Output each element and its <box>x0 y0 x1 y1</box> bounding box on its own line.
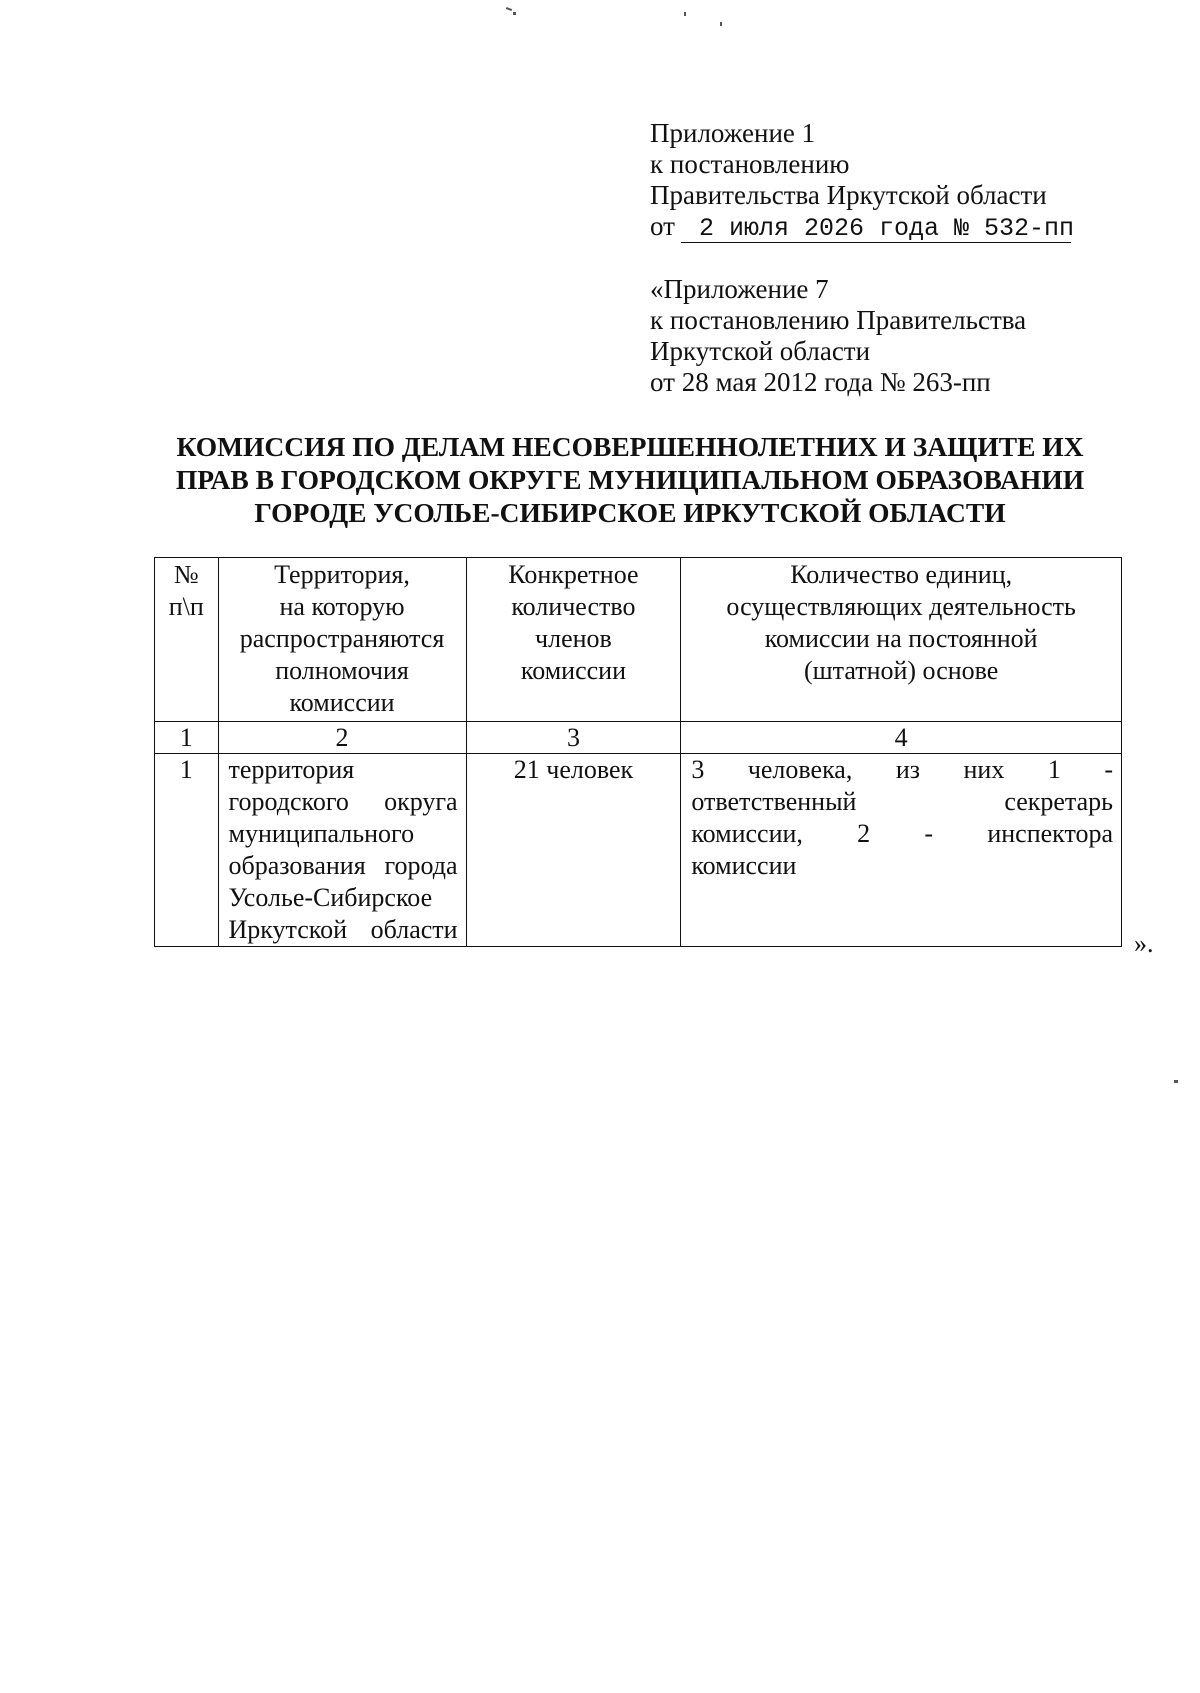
header-cell-staff <box>681 558 1122 722</box>
territory-line: территория <box>228 755 355 784</box>
table-row <box>155 754 1122 947</box>
territory-line: муниципального <box>228 819 415 848</box>
header-cell-territory <box>218 558 466 722</box>
title-line: ПРАВ В ГОРОДСКОМ ОКРУГЕ МУНИЦИПАЛЬНОМ ОБРАЗОВАНИИ <box>175 464 1085 495</box>
header-line: комиссии <box>289 688 395 717</box>
column-number: 3 <box>466 722 681 754</box>
column-number: 2 <box>218 722 466 754</box>
appendix-header <box>650 118 1075 243</box>
title-line: ГОРОДЕ УСОЛЬЕ-СИБИРСКОЕ ИРКУТСКОЙ ОБЛАСТИ <box>254 497 1006 528</box>
row-members: 21 человек <box>466 754 681 947</box>
scan-speck <box>720 22 722 26</box>
row-staff <box>681 754 1122 947</box>
appendix-date-line <box>650 211 1075 243</box>
commission-table <box>154 557 1122 947</box>
header-line: № <box>173 560 199 589</box>
staff-line: 3 человека, из них 1 - <box>691 755 1113 784</box>
territory-line: городского округа <box>228 787 458 816</box>
date-prefix: от <box>650 211 675 241</box>
row-number: 1 <box>155 754 219 947</box>
table-header-row <box>155 558 1122 722</box>
appendix-prev-line: Иркутской области <box>650 336 871 366</box>
header-line: комиссии на постоянной <box>764 624 1038 653</box>
column-number: 1 <box>155 722 219 754</box>
header-line: количество <box>511 592 636 621</box>
column-number: 4 <box>681 722 1122 754</box>
header-line: Количество единиц, <box>790 560 1013 589</box>
staff-line-spacer <box>691 882 1113 914</box>
territory-line: Усолье-Сибирское <box>228 883 433 912</box>
header-line: членов <box>535 624 612 653</box>
staff-line: комиссии <box>691 851 797 880</box>
appendix-line: к постановлению <box>650 149 850 179</box>
header-line: на которую <box>279 592 405 621</box>
header-line: осуществляющих деятельность <box>726 592 1076 621</box>
scan-speck <box>1174 1080 1178 1083</box>
scan-speck <box>684 12 686 16</box>
header-cell-members <box>466 558 681 722</box>
scan-speck <box>506 7 512 11</box>
header-line: распространяются <box>239 624 445 653</box>
appendix-prev-header <box>650 274 1026 398</box>
table-column-numbers-row <box>155 722 1122 754</box>
appendix-prev-line: «Приложение 7 <box>650 274 829 304</box>
scan-speck <box>513 12 516 15</box>
staff-line: ответственный секретарь <box>691 787 1113 816</box>
title-line: КОМИССИЯ ПО ДЕЛАМ НЕСОВЕРШЕННОЛЕТНИХ И ЗАЩИТЕ ИХ <box>176 431 1084 462</box>
header-line: полномочия <box>275 656 409 685</box>
header-cell-number <box>155 558 219 722</box>
appendix-prev-line: к постановлению Правительства <box>650 305 1027 335</box>
header-line: Территория, <box>274 560 410 589</box>
date-value: 2 июля 2026 года № 532-пп <box>681 216 1071 243</box>
row-territory <box>218 754 466 947</box>
staff-line: комиссии, 2 - инспектора <box>691 819 1113 848</box>
territory-line: образования города <box>228 851 458 880</box>
header-line: комиссии <box>520 656 626 685</box>
staff-line-spacer <box>691 914 1113 946</box>
header-line: Конкретное <box>508 560 639 589</box>
appendix-line: Приложение 1 <box>650 118 816 148</box>
document-title <box>140 430 1120 529</box>
closing-quote: ». <box>1134 929 1154 958</box>
header-line: (штатной) основе <box>803 656 999 685</box>
header-line: п\п <box>168 592 204 621</box>
appendix-line: Правительства Иркутской области <box>650 180 1047 210</box>
appendix-prev-line: от 28 мая 2012 года № 263-пп <box>650 367 991 397</box>
territory-line: Иркутской области <box>228 915 458 944</box>
